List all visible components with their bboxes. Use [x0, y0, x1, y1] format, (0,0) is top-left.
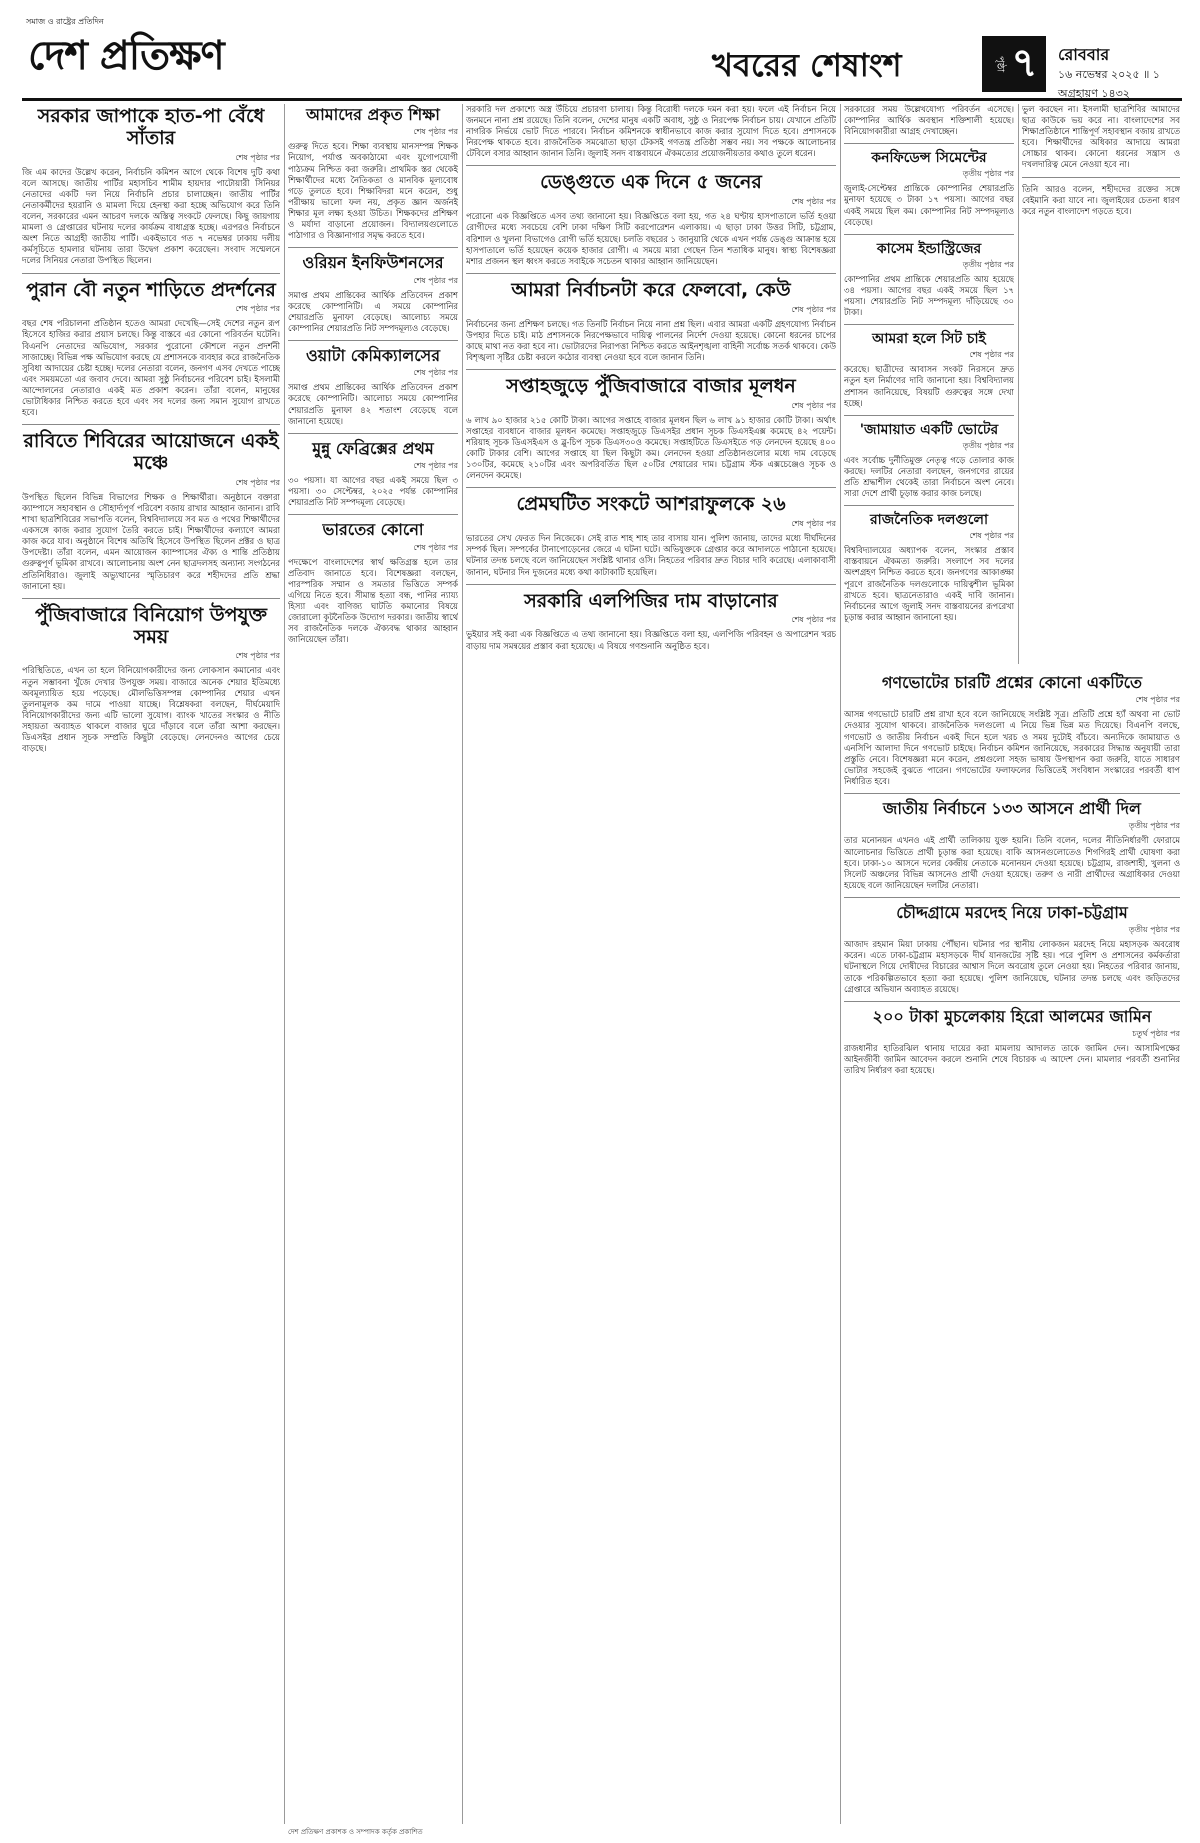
column-4: [844, 104, 1014, 664]
article-headline: চৌদ্দগ্রামে মরদেহ নিয়ে ঢাকা-চট্টগ্রাম: [896, 902, 1128, 922]
article-body: সরকারের সময় উল্লেখযোগ্য পরিবর্তন এসেছে। কোম্পানির আর্থিক অবস্থান শক্তিশালী হয়েছে। বিনিয়োগকারীরা আগ্রহ দেখাচ্ছেন।: [844, 104, 1014, 137]
article-divider: [844, 234, 1014, 235]
article-jump-note: চতুর্থ পৃষ্ঠার পর: [1132, 1029, 1180, 1039]
article-divider: [466, 369, 836, 370]
article-body: সমাপ্ত প্রথম প্রান্তিকের আর্থিক প্রতিবেদন প্রকাশ করেছে কোম্পানিটি। আলোচ্য সময়ে কোম্পানির শেয়ারপ্রতি মুনাফা ৪২ শতাংশ বেড়েছে বলে জানানো হয়েছে।: [288, 382, 458, 426]
article-body: সমাপ্ত প্রথম প্রান্তিকের আর্থিক প্রতিবেদন প্রকাশ করেছে কোম্পানিটি। এ সময়ে কোম্পানির শেয়ারপ্রতি মুনাফা বেড়েছে। আলোচ্য সময়ে কোম্পানির শেয়ারপ্রতি নিট সম্পদমূল্যও বেড়েছে।: [288, 289, 458, 333]
article-body: সরকারি দল প্রকাশ্যে অস্ত্র উঁচিয়ে প্রচারণা চালায়। কিন্তু বিরোধী দলকে দমন করা হয়। ফলে এই নির্বাচন নিয়ে জনমনে নানা প্রশ্ন রয়েছে। তিনি বলেন, দেশের মানুষ একটি অবাধ, সুষ্ঠু ও নিরপেক্ষ নির্বাচন চায়। যেখানে প্রতিটি নাগরিক নির্ভয়ে ভোট দিতে পারবে। নির্বাচন কমিশনকে স্বাধীনভাবে কাজ করার সুযোগ দিতে হবে। প্রশাসনকে নিরপেক্ষ থাকতে হবে। রাজনৈতিক সমঝোতা ছাড়া টেকসই গণতন্ত্র প্রতিষ্ঠা সম্ভব নয়। সব পক্ষকে আলোচনার টেবিলে বসার আহ্বান জানান তিনি। জুলাই সনদ বাস্তবায়নে ঐকমত্যের প্রয়োজনীয়তার কথাও তুলে ধরেন।: [466, 104, 836, 159]
article: [466, 165, 836, 266]
article-divider: [288, 433, 458, 434]
page-number: ৭: [1011, 39, 1038, 86]
article: [844, 324, 1014, 408]
article-body: আজাদ রহমান মিয়া ঢাকায় পৌঁছান। ঘটনার পর স্থানীয় লোকজন মরদেহ নিয়ে মহাসড়ক অবরোধ করেন। এতে ঢাকা-চট্টগ্রাম মহাসড়কে দীর্ঘ যানজটের সৃষ্টি হয়। পরে পুলিশ ও প্রশাসনের কর্মকর্তারা ঘটনাস্থলে গিয়ে দোষীদের বিচারের আশ্বাস দিলে অবরোধ তুলে নেওয়া হয়। নিহতের পরিবার জানায়, তাকে পরিকল্পিতভাবে হত্যা করা হয়েছে। পুলিশ জানিয়েছে, ঘটনার তদন্ত চলছে এবং জড়িতদের গ্রেপ্তারে অভিযান অব্যাহত রয়েছে।: [844, 939, 1180, 994]
article-jump-note: শেষ পৃষ্ঠার পর: [1135, 695, 1180, 705]
article-body: ৬ লাখ ৯০ হাজার ২১৫ কোটি টাকা। আগের সপ্তাহে বাজার মূলধন ছিল ৬ লাখ ৯১ হাজার কোটি টাকা। অর্থাৎ সপ্তাহের ব্যবধানে বাজার মূলধন কমেছে। সপ্তাহজুড়ে ডিএসইর প্রধান সূচক ডিএসইএক্স কমেছে ৪২ পয়েন্ট। শরিয়াহ সূচক ডিএসইএস ও ব্লু-চিপ সূচক ডিএস৩০ও কমেছে। সপ্তাহটিতে ডিএসইতে গড় লেনদেন হয়েছে ৪০০ কোটি টাকার বেশি। আগের সপ্তাহে যা ছিল কিছুটা কম। লেনদেন হওয়া প্রতিষ্ঠানগুলোর মধ্যে দাম বেড়েছে ১৩০টির, কমেছে ২১০টির এবং অপরিবর্তিত ছিল ৫০টির শেয়ারের দাম। চট্টগ্রাম স্টক এক্সচেঞ্জেও সূচক ও লেনদেন কমেছে।: [466, 414, 836, 481]
article: [466, 104, 836, 159]
article-jump-note: শেষ পৃষ্ঠার পর: [235, 651, 280, 661]
article-body: বছর শেষ পরিচালনা প্রতিষ্ঠান হতেও আমরা দেখেছি—সেই দেশের নতুন রূপ হিসেবে হাজির করার প্রয়াস চলছে। কিন্তু বাস্তবে এর কোনো পরিবর্তন ঘটেনি। বিএনপি নেতাদের অভিযোগ, সরকার পুরোনো কৌশলে নতুন প্রদর্শনী সাজাচ্ছে। বিভিন্ন পক্ষ অভিযোগ করছে যে প্রশাসনকে ব্যবহার করে রাজনৈতিক সুবিধা আদায়ের চেষ্টা হচ্ছে। দলের নেতারা বলেন, জনগণ এসব দেখতে পাচ্ছে এবং সময়মতো এর জবাব দেবে। আমরা সুষ্ঠু নির্বাচনের পরিবেশ চাই। ইসলামী আন্দোলনের নেতারাও একই মত প্রকাশ করেন। তাঁরা বলেন, মানুষের ভোটাধিকার নিশ্চিত করতে হবে এবং সব দলের জন্য সমান সুযোগ রাখতে হবে।: [22, 318, 280, 418]
article-body: গুরুত্ব দিতে হবে। শিক্ষা ব্যবস্থায় মানসম্পন্ন শিক্ষক নিয়োগ, পর্যাপ্ত অবকাঠামো এবং যুগোপযোগী পাঠ্যক্রম নিশ্চিত করা জরুরি। প্রাথমিক স্তর থেকেই শিক্ষার্থীদের মধ্যে নৈতিকতা ও মানবিক মূল্যবোধ গড়ে তুলতে হবে। শিক্ষাবিদরা মনে করেন, শুধু পরীক্ষায় ভালো ফল নয়, প্রকৃত জ্ঞান অর্জনই শিক্ষার মূল লক্ষ্য হওয়া উচিত। শিক্ষকদের প্রশিক্ষণ ও মর্যাদা বাড়ানো প্রয়োজন। বিদ্যালয়গুলোতে পাঠাগার ও বিজ্ঞানাগার সমৃদ্ধ করতে হবে।: [288, 141, 458, 241]
article-jump-note: শেষ পৃষ্ঠার পর: [413, 127, 458, 137]
column-5: [1022, 104, 1180, 664]
article: [466, 584, 836, 652]
article-divider: [844, 415, 1014, 416]
article-body: পরিস্থিতিতে, এখন তা হলে বিনিয়োগকারীদের জন্য লোকসান কমানোর এবং নতুন সম্ভাবনা খুঁজে দেখার উপযুক্ত সময়। বাজারে অনেক শেয়ার ইতিমধ্যে অবমূল্যায়িত হয়ে পড়েছে। মৌলভিত্তিসম্পন্ন কোম্পানির শেয়ার এখন তুলনামূলক কম দামে পাওয়া যাচ্ছে। বিশ্লেষকরা বলছেন, দীর্ঘমেয়াদি বিনিয়োগকারীদের জন্য এটি ভালো সুযোগ। ব্যাংক খাতের সংস্কার ও নীতি সহায়তা অব্যাহত থাকলে বাজার ঘুরে দাঁড়াবে বলে তাঁরা আশা করছেন। ডিএসইর প্রধান সূচক সম্প্রতি কিছুটা বেড়েছে। লেনদেনও আগের চেয়ে বাড়ছে।: [22, 665, 280, 754]
article-divider: [466, 165, 836, 166]
article: [844, 674, 1180, 787]
article-body: তার মনোনয়ন এখনও এই প্রার্থী তালিকায় যুক্ত হয়নি। তিনি বলেন, দলের নীতিনির্ধারণী ফোরামে আলোচনার ভিত্তিতে প্রার্থী চূড়ান্ত করা হয়েছে। বাকি আসনগুলোতেও শিগগিরই প্রার্থী ঘোষণা করা হবে। ঢাকা-১০ আসনে দলের কেন্দ্রীয় নেতাকে মনোনয়ন দেওয়া হয়েছে। চট্টগ্রাম, রাজশাহী, খুলনা ও সিলেট অঞ্চলের বিভিন্ন আসনেও প্রার্থী দেওয়া হয়েছে। তরুণ ও নারী প্রার্থীদের অগ্রাধিকার দেওয়া হয়েছে বলে জানিয়েছেন দলটির নেতারা।: [844, 835, 1180, 890]
article-headline: রাজনৈতিক দলগুলো: [869, 512, 989, 529]
article: [288, 106, 458, 241]
article: [1022, 104, 1180, 171]
article-headline: পুঁজিবাজারে বিনিয়োগ উপযুক্ত সময়: [35, 603, 267, 648]
article-headline: ওরিয়ন ইনফিউশনসের: [302, 253, 444, 273]
issue-date: ১৬ নভেম্বর ২০২৫ ॥ ১ অগ্রহায়ণ ১৪৩২: [1058, 68, 1160, 100]
article-body: উপস্থিত ছিলেন বিভিন্ন বিভাগের শিক্ষক ও শিক্ষার্থীরা। অনুষ্ঠানে বক্তারা ক্যাম্পাসে সহাবস্থান ও সৌহার্দ্যপূর্ণ পরিবেশ বজায় রাখার আহ্বান জানান। রাবি শাখা ছাত্রশিবিরের সভাপতি বলেন, বিশ্ববিদ্যালয়ে সব মত ও পথের শিক্ষার্থীদের একসঙ্গে কাজ করার সুযোগ তৈরি করতে চাই। শিক্ষার্থীদের কল্যাণে আমরা কাজ করে যাব। অনুষ্ঠানে বিশেষ অতিথি হিসেবে উপস্থিত ছিলেন প্রক্টর ও ছাত্র উপদেষ্টা। তাঁরা বলেন, এমন আয়োজন ক্যাম্পাসের ঐক্য ও শান্তি প্রতিষ্ঠায় গুরুত্বপূর্ণ ভূমিকা রাখবে। আলোচনায় অংশ নেন ছাত্রদলসহ অন্যান্য সংগঠনের প্রতিনিধিরাও। জুলাই অভ্যুত্থানের স্মৃতিচারণ করে শহীদদের প্রতি শ্রদ্ধা জানানো হয়।: [22, 491, 280, 591]
article-jump-note: শেষ পৃষ্ঠার পর: [969, 350, 1014, 360]
article-headline: ওয়াটা কেমিক্যালসের: [305, 346, 441, 365]
article-divider: [844, 897, 1180, 898]
article-jump-note: শেষ পৃষ্ঠার পর: [791, 615, 836, 625]
article-headline: ভারতের কোনো: [322, 520, 424, 540]
column-1: [22, 104, 280, 1824]
article-divider: [844, 143, 1014, 144]
article-headline: জাতীয় নির্বাচনে ১৩৩ আসনে প্রার্থী দিল: [883, 799, 1141, 819]
page-label: পৃষ্ঠা: [994, 55, 1006, 73]
column-divider: [840, 104, 841, 1824]
article-headline: আমাদের প্রকৃত শিক্ষা: [306, 105, 440, 124]
newspaper-logo: দেশ প্রতিক্ষণ: [28, 33, 224, 79]
article: [22, 106, 280, 267]
article: [288, 433, 458, 509]
article-body: পরোনো এক বিজ্ঞপ্তিতে এসব তথ্য জানানো হয়। বিজ্ঞপ্তিতে বলা হয়, গত ২৪ ঘণ্টায় হাসপাতালে ভর্তি হওয়া রোগীদের মধ্যে সবচেয়ে বেশি ঢাকা দক্ষিণ সিটি করপোরেশন এলাকায়। এ ছাড়া ঢাকা উত্তর সিটি, চট্টগ্রাম, বরিশাল ও খুলনা বিভাগেও রোগী ভর্তি হয়েছে। চলতি বছরের ১ জানুয়ারি থেকে এখন পর্যন্ত ডেঙ্গু আক্রান্ত হয়ে হাসপাতালে ভর্তি হয়েছেন কয়েক হাজার রোগী। এ সময়ে মারা গেছেন তিন শতাধিক মানুষ। স্বাস্থ্য বিশেষজ্ঞরা মশার প্রজনন স্থল ধ্বংস করতে সবাইকে সচেতন থাকার আহ্বান জানিয়েছেন।: [466, 211, 836, 266]
article: [844, 143, 1014, 227]
article-divider: [466, 273, 836, 274]
article-divider: [288, 514, 458, 515]
article-divider: [844, 793, 1180, 794]
article-headline: সরকার জাপাকে হাত-পা বেঁধে সাঁতার: [37, 105, 265, 149]
article-divider: [844, 505, 1014, 506]
article-jump-note: তৃতীয় পৃষ্ঠার পর: [962, 259, 1014, 269]
article-jump-note: তৃতীয় পৃষ্ঠার পর: [1128, 821, 1180, 831]
article-headline: প্রেমঘটিত সংকটে আশরাফুলকে ২৬: [516, 493, 786, 516]
article-headline: সপ্তাহজুড়ে পুঁজিবাজারে বাজার মূলধন: [506, 375, 796, 397]
issue-day: রোববার: [1058, 45, 1110, 64]
article-jump-note: শেষ পৃষ্ঠার পর: [235, 304, 280, 314]
column-divider: [1018, 104, 1019, 664]
article: [288, 247, 458, 334]
column-wide-right: [844, 672, 1180, 1822]
column-divider: [284, 104, 285, 1824]
article: [844, 505, 1014, 623]
article-headline: আমরা নির্বাচনটা করে ফেলবো, কেউ: [511, 278, 791, 301]
article-divider: [466, 487, 836, 488]
article-divider: [22, 424, 280, 425]
article-jump-note: শেষ পৃষ্ঠার পর: [791, 400, 836, 410]
article-body: কোম্পানির প্রথম প্রান্তিকে শেয়ারপ্রতি আয় হয়েছে ৩৪ পয়সা। আগের বছর একই সময়ে ছিল ১৭ পয়সা। শেয়ারপ্রতি নিট সম্পদমূল্য দাঁড়িয়েছে ৩০ টাকা।: [844, 273, 1014, 318]
article-divider: [22, 598, 280, 599]
article: [466, 369, 836, 481]
article-jump-note: শেষ পৃষ্ঠার পর: [791, 519, 836, 529]
footer-imprint: দেশ প্রতিক্ষণ প্রকাশক ও সম্পাদক কর্তৃক প্রকাশিত: [288, 1828, 423, 1836]
article-divider: [1022, 177, 1180, 178]
article-body: বিশ্ববিদ্যালয়ের অধ্যাপক বলেন, সংস্কার প্রস্তাব বাস্তবায়নে ঐকমত্য জরুরি। সংলাপে সব দলের অংশগ্রহণ নিশ্চিত করতে হবে। জনগণের আকাঙ্ক্ষা পূরণে রাজনৈতিক দলগুলোকে দায়িত্বশীল ভূমিকা রাখতে হবে। ছাত্রনেতারাও একই দাবি জানান। নির্বাচনের আগে জুলাই সনদ বাস্তবায়নের রূপরেখা চূড়ান্ত করার আহ্বান জানানো হয়।: [844, 545, 1014, 622]
article-jump-note: তৃতীয় পৃষ্ঠার পর: [962, 169, 1014, 179]
article-jump-note: শেষ পৃষ্ঠার পর: [791, 304, 836, 314]
article-headline: রাবিতে শিবিরের আয়োজনে একই মঞ্চে: [23, 430, 279, 475]
article-divider: [844, 1001, 1180, 1002]
article-headline: পুরান বৌ নতুন শাড়িতে প্রদর্শনের: [26, 278, 276, 301]
article-body: পদক্ষেপে বাংলাদেশের স্বার্থ ক্ষতিগ্রস্ত হলে তার প্রতিবাদ জানাতে হবে। বিশেষজ্ঞরা বলছেন, পারস্পরিক সম্মান ও সমতার ভিত্তিতে সম্পর্ক এগিয়ে নিতে হবে। সীমান্ত হত্যা বন্ধ, পানির ন্যায্য হিস্যা এবং বাণিজ্য ঘাটতি কমানোর বিষয়ে জোরালো কূটনৈতিক উদ্যোগ দরকার। জাতীয় স্বার্থে সব রাজনৈতিক দলকে ঐক্যবদ্ধ থাকার আহ্বান জানিয়েছেন তাঁরা।: [288, 556, 458, 645]
article: [1022, 177, 1180, 217]
column-2: [288, 104, 458, 1824]
article-headline: 'জামায়াত একটি ভোটের: [859, 421, 999, 438]
article-jump-note: শেষ পৃষ্ঠার পর: [969, 531, 1014, 541]
article-jump-note: শেষ পৃষ্ঠার পর: [413, 461, 458, 471]
article-body: আসন্ন গণভোটে চারটি প্রশ্ন রাখা হবে বলে জানিয়েছে সংশ্লিষ্ট সূত্র। প্রতিটি প্রশ্নে হ্যাঁ অথবা না ভোট দেওয়ার সুযোগ থাকবে। রাজনৈতিক দলগুলো এ নিয়ে ভিন্ন ভিন্ন মত দিয়েছে। বিএনপি বলছে, গণভোট ও জাতীয় নির্বাচন একই দিনে হলে খরচ ও সময় দুটোই বাঁচবে। অন্যদিকে জামায়াত ও এনসিপি আলাদা দিনে গণভোট চাইছে। নির্বাচন কমিশন জানিয়েছে, সরকারের সিদ্ধান্ত অনুযায়ী তারা প্রস্তুতি নেবে। বিশেষজ্ঞরা মনে করেন, প্রশ্নগুলো সহজ ভাষায় উপস্থাপন করা জরুরি, যাতে সাধারণ ভোটার সহজেই বুঝতে পারেন। গণভোটের ফলাফলের ভিত্তিতেই সংবিধান সংস্কারের পরবর্তী ধাপ নির্ধারিত হবে।: [844, 709, 1180, 786]
article: [844, 104, 1014, 137]
article: [844, 415, 1014, 499]
article-divider: [288, 247, 458, 248]
article-headline: কাসেম ইন্ডাস্ট্রিজের: [876, 240, 982, 257]
article-headline: ২০০ টাকা মুচলেকায় হিরো আলমের জামিন: [872, 1006, 1152, 1026]
article: [466, 273, 836, 363]
article-jump-note: তৃতীয় পৃষ্ঠার পর: [1128, 925, 1180, 935]
article-divider: [466, 584, 836, 585]
article-divider: [288, 340, 458, 341]
article-jump-note: শেষ পৃষ্ঠার পর: [413, 368, 458, 378]
article-body: এবং সর্বোচ্চ দুর্নীতিমুক্ত নেতৃত্ব গড়ে তোলার কাজ করছে। দলটির নেতারা বলছেন, জনগণের রায়ের প্রতি শ্রদ্ধাশীল থেকেই তারা নির্বাচনে অংশ নেবে। সারা দেশে প্রার্থী চূড়ান্ত করার কাজ চলছে।: [844, 454, 1014, 499]
article: [844, 1001, 1180, 1077]
article-body: রাজধানীর হাতিরঝিল থানায় দায়ের করা মামলায় আদালত তাকে জামিন দেন। আসামিপক্ষের আইনজীবী জামিন আবেদন করলে শুনানি শেষে বিচারক এ আদেশ দেন। মামলার পরবর্তী শুনানির তারিখ নির্ধারণ করা হয়েছে।: [844, 1043, 1180, 1076]
article-jump-note: শেষ পৃষ্ঠার পর: [413, 542, 458, 552]
article-jump-note: শেষ পৃষ্ঠার পর: [235, 152, 280, 162]
article: [844, 234, 1014, 318]
article-body: করেছে। ছাত্রীদের আবাসন সংকট নিরসনে দ্রুত নতুন হল নির্মাণের দাবি জানানো হয়। বিশ্ববিদ্যালয় প্রশাসন জানিয়েছে, বিষয়টি গুরুত্বের সঙ্গে দেখা হচ্ছে।: [844, 364, 1014, 408]
column-3: [466, 104, 836, 1824]
article-jump-note: শেষ পৃষ্ঠার পর: [413, 275, 458, 285]
article-headline: সরকারি এলপিজির দাম বাড়ানোর: [524, 589, 778, 612]
tagline: সমাজ ও রাষ্ট্রের প্রতিদিন: [26, 17, 104, 26]
article: [844, 793, 1180, 891]
article-divider: [844, 324, 1014, 325]
article-body: ভারতের সেখ ফেরত দিন নিজেকে। সেই রাত শাহ শাহ তার বাসায় যান। পুলিশ জানায়, তাদের মধ্যে দীর্ঘদিনের সম্পর্ক ছিল। সম্পর্কের টানাপোড়েনের জেরে এ ঘটনা ঘটে। অভিযুক্তকে গ্রেপ্তার করে আদালতে পাঠানো হয়েছে। ঘটনার তদন্ত চলছে বলে জানিয়েছেন সংশ্লিষ্ট থানার ওসি। নিহতের পরিবার দ্রুত বিচার দাবি করেছে। এলাকাবাসী জানান, ঘটনার দিন দুজনের মধ্যে কথা কাটাকাটি হয়েছিল।: [466, 533, 836, 577]
article: [288, 514, 458, 645]
article-headline: আমরা হলে সিট চাই: [872, 331, 986, 348]
article: [22, 424, 280, 592]
article-jump-note: শেষ পৃষ্ঠার পর: [235, 477, 280, 487]
article-headline: গণভোটের চারটি প্রশ্নের কোনো একটিতে: [881, 673, 1143, 692]
page-number-box: [982, 36, 1046, 92]
article: [466, 487, 836, 577]
masthead: [22, 10, 1182, 101]
article-body: জুলাই-সেপ্টেম্বর প্রান্তিকে কোম্পানির শেয়ারপ্রতি মুনাফা হয়েছে ৩ টাকা ১৭ পয়সা। আগের বছর একই সময়ে ছিল কম। কোম্পানির নিট সম্পদমূল্যও বেড়েছে।: [844, 183, 1014, 227]
article-jump-note: তৃতীয় পৃষ্ঠার পর: [962, 440, 1014, 450]
article-headline: মুন্নু ফেব্রিক্সের প্রথম: [312, 438, 434, 458]
article-body: জি এম কাদের উল্লেখ করেন, নির্বাচনি কমিশন আগে থেকে বিশেষ দুটি কথা বলে আসছে। জাতীয় পার্টির মহাসচিব শামীম হায়দার পাটোয়ারী সিনিয়র নেতাদের একটি দল নিয়ে নির্বাচনি প্রচার চালাচ্ছেন। জাতীয় পার্টির নেতাকর্মীদের হয়রানি ও মামলা দিয়ে হেনস্থা করা হচ্ছে অভিযোগ করে তিনি বলেন, সরকারের এমন আচরণ দলকে অস্তিত্ব সংকটে ফেলছে। কিছু জায়গায় মামলা ও গ্রেপ্তারের ঘটনায় দলের কার্যক্রম বাধাগ্রস্ত হচ্ছে। এরপরও নির্বাচনে অংশ নিতে আগ্রহী জাতীয় পার্টি। একইভাবে গত ৭ নভেম্বর ঢাকায় দলীয় কর্মসূচিতে হামলার ঘটনায় তারা উদ্বেগ প্রকাশ করেছেন। সংবাদ সম্মেলনে দলের সিনিয়র নেতারা উপস্থিত ছিলেন।: [22, 166, 280, 266]
article-body: ভুল করছেন না। ইসলামী ছাত্রশিবির আমাদের ছাত্র কাউকে ভয় করে না। বাংলাদেশের সব শিক্ষাপ্রতিষ্ঠানে শান্তিপূর্ণ সহাবস্থান বজায় রাখতে হবে। শিক্ষার্থীদের অধিকার আদায়ে আমরা সোচ্চার থাকব। কোনো ধরনের সন্ত্রাস ও দখলদারিত্ব মেনে নেওয়া হবে না।: [1022, 104, 1180, 170]
article: [288, 340, 458, 427]
article: [844, 897, 1180, 995]
section-title: খবরের শেষাংশ: [712, 46, 902, 84]
article-body: ৩০ পয়সা। যা আগের বছর একই সময়ে ছিল ৩ পয়সা। ৩০ সেপ্টেম্বর, ২০২৫ পর্যন্ত কোম্পানির শেয়ারপ্রতি নিট সম্পদমূল্য বেড়েছে।: [288, 475, 458, 508]
article-body: ভুইয়ার সই করা এক বিজ্ঞপ্তিতে এ তথ্য জানানো হয়। বিজ্ঞপ্তিতে বলা হয়, এলপিজি পরিবহন ও অপারেশন খরচ বাড়ায় দাম সমন্বয়ের প্রস্তাব করা হয়েছে। এ বিষয়ে গণশুনানি অনুষ্ঠিত হবে।: [466, 629, 836, 651]
article-jump-note: শেষ পৃষ্ঠার পর: [791, 197, 836, 207]
article-body: নির্বাচনের জন্য প্রশিক্ষণ চলছে। গত তিনটি নির্বাচন নিয়ে নানা প্রশ্ন ছিল। এবার আমরা একটি গ্রহণযোগ্য নির্বাচন উপহার দিতে চাই। মাঠ প্রশাসনকে নিরপেক্ষভাবে দায়িত্ব পালনের নির্দেশ দেওয়া হয়েছে। কোনো ধরনের চাপের কাছে মাথা নত করা হবে না। ভোটারদের নিরাপত্তা নিশ্চিত করতে আইনশৃঙ্খলা বাহিনী সর্বোচ্চ সতর্ক থাকবে। কেউ বিশৃঙ্খলা সৃষ্টির চেষ্টা করলে কঠোর ব্যবস্থা নেওয়া হবে বলে জানান তিনি।: [466, 318, 836, 362]
column-divider: [462, 104, 463, 1824]
article-headline: ডেঙ্গুতে এক দিনে ৫ জনের: [540, 171, 762, 194]
article-divider: [22, 273, 280, 274]
article: [22, 273, 280, 419]
article-body: তিনি আরও বলেন, শহীদদের রক্তের সঙ্গে বেইমানি করা যাবে না। জুলাইয়ের চেতনা ধারণ করে নতুন বাংলাদেশ গড়তে হবে।: [1022, 183, 1180, 216]
article-headline: কনফিডেন্স সিমেন্টের: [871, 150, 987, 167]
article: [22, 598, 280, 754]
